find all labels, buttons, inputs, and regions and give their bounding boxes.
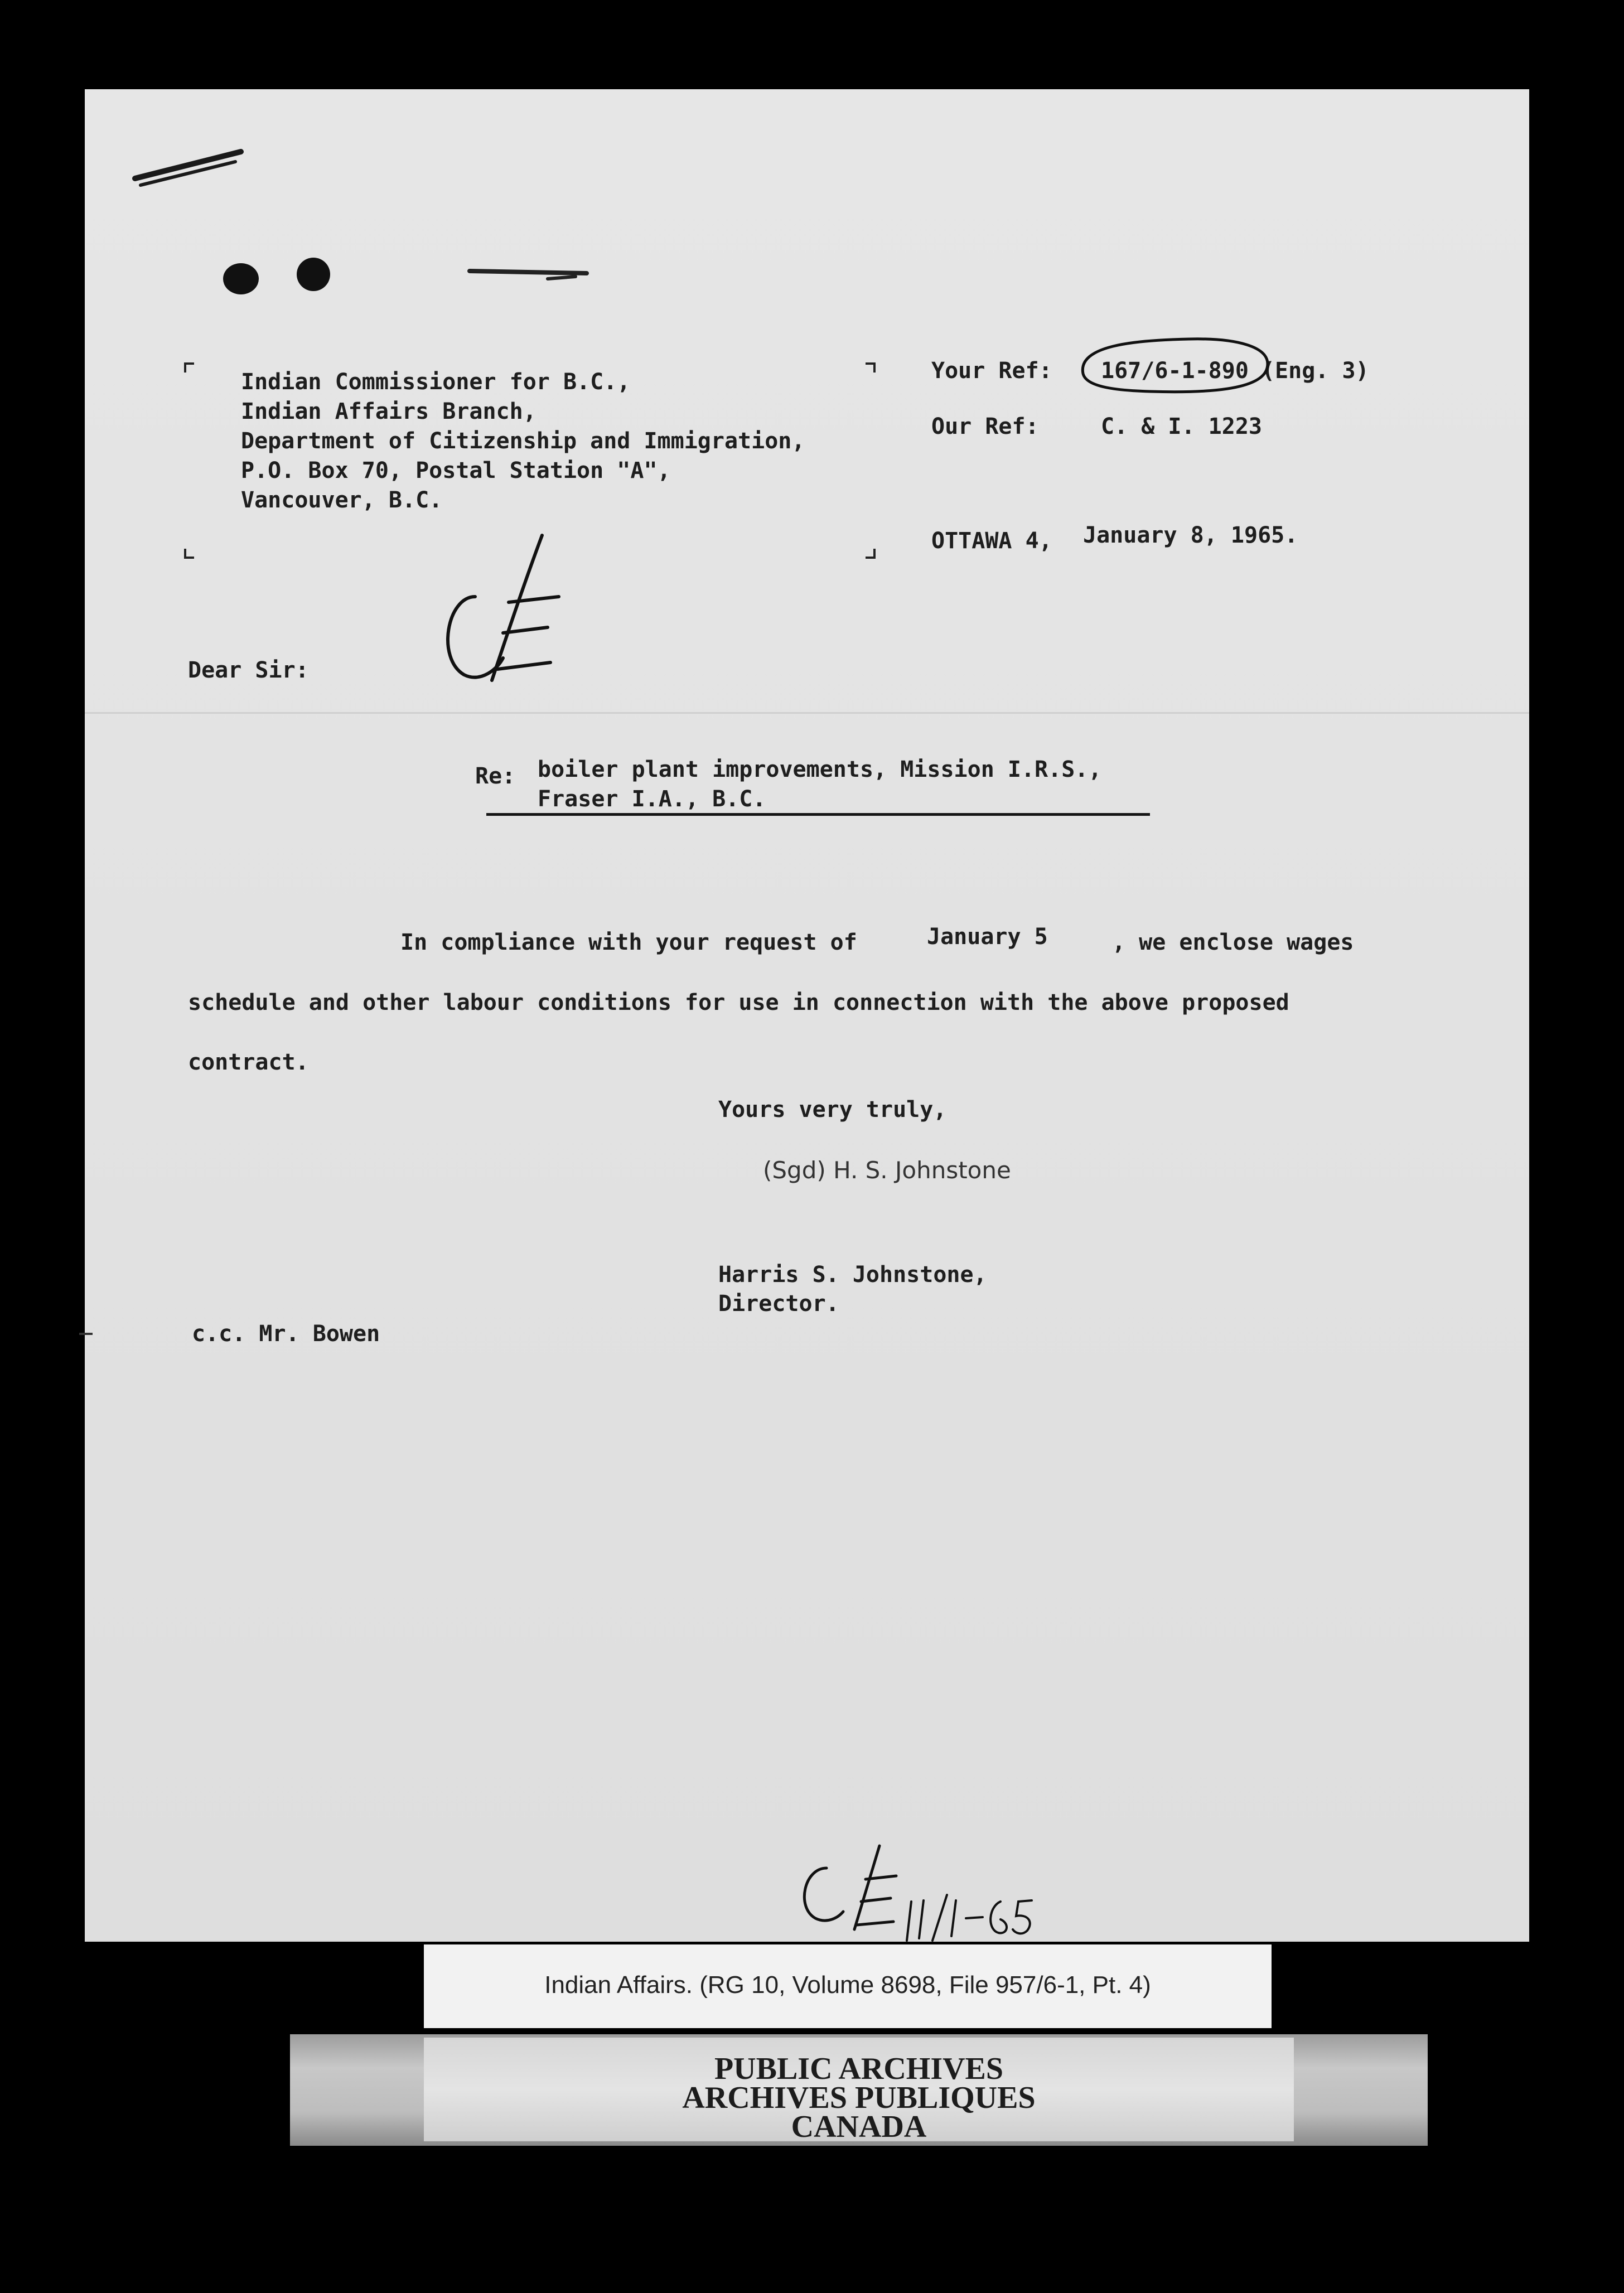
archival-caption: Indian Affairs. (RG 10, Volume 8698, File 957/6-1, Pt. 4)	[544, 1971, 1151, 1999]
archive-stamp-panel	[424, 2038, 1294, 2144]
archive-stamp-line: CANADA	[791, 2110, 927, 2144]
signer-name: Harris S. Johnstone,	[718, 1262, 987, 1288]
address-line: Vancouver, B.C.	[241, 487, 443, 513]
ref-circle-mark	[1066, 323, 1289, 413]
re-label: Re:	[475, 763, 516, 789]
letter-place: OTTAWA 4,	[931, 528, 1052, 554]
address-line: P.O. Box 70, Postal Station "A",	[241, 458, 671, 483]
letter-date: January 8, 1965.	[1083, 523, 1298, 548]
cc-line: c.c. Mr. Bowen	[192, 1321, 380, 1347]
signer-title: Director.	[718, 1291, 839, 1317]
address-bracket-top-left	[184, 362, 194, 373]
closing: Yours very truly,	[718, 1097, 947, 1123]
body-date: January 5	[927, 924, 1048, 950]
address-bracket-bottom-right	[866, 549, 876, 559]
our-ref-label: Our Ref:	[931, 414, 1039, 439]
signed-line: (Sgd) H. S. Johnstone	[763, 1157, 1011, 1184]
subject-underline	[486, 813, 1150, 816]
address-bracket-top-right	[866, 362, 876, 373]
subject-line: Fraser I.A., B.C.	[538, 786, 766, 812]
address-line: Department of Citizenship and Immigration,	[241, 428, 805, 454]
address-line: Indian Affairs Branch,	[241, 399, 536, 424]
body-line: , we enclose wages	[1112, 930, 1354, 955]
archive-stamp-line: PUBLIC ARCHIVES	[714, 2052, 1004, 2086]
top-punch-marks	[129, 145, 631, 335]
subject-line: boiler plant improvements, Mission I.R.S.,	[538, 757, 1102, 782]
body-line: schedule and other labour conditions for use in connection with the above proposed	[188, 990, 1289, 1015]
salutation: Dear Sir:	[188, 657, 309, 683]
body-line: contract.	[188, 1049, 309, 1075]
handwritten-initials-bottom	[782, 1835, 1038, 1957]
handwritten-initials-top	[431, 513, 598, 697]
paper-fold-line	[85, 712, 1529, 714]
archive-stamp-strip	[290, 2034, 1428, 2146]
address-line: Indian Commissioner for B.C.,	[241, 369, 631, 395]
margin-mark	[79, 1333, 93, 1335]
address-bracket-bottom-left	[184, 549, 194, 559]
archival-caption-box	[424, 1944, 1272, 2028]
your-ref-value: 167/6-1-890	[1101, 358, 1249, 384]
letter-sheet	[85, 89, 1529, 1942]
our-ref-value: C. & I. 1223	[1101, 414, 1262, 439]
body-line: In compliance with your request of	[400, 930, 857, 955]
archive-stamp-line: ARCHIVES PUBLIQUES	[682, 2081, 1036, 2115]
your-ref-label: Your Ref:	[931, 358, 1052, 384]
your-ref-suffix: (Eng. 3)	[1262, 358, 1369, 384]
